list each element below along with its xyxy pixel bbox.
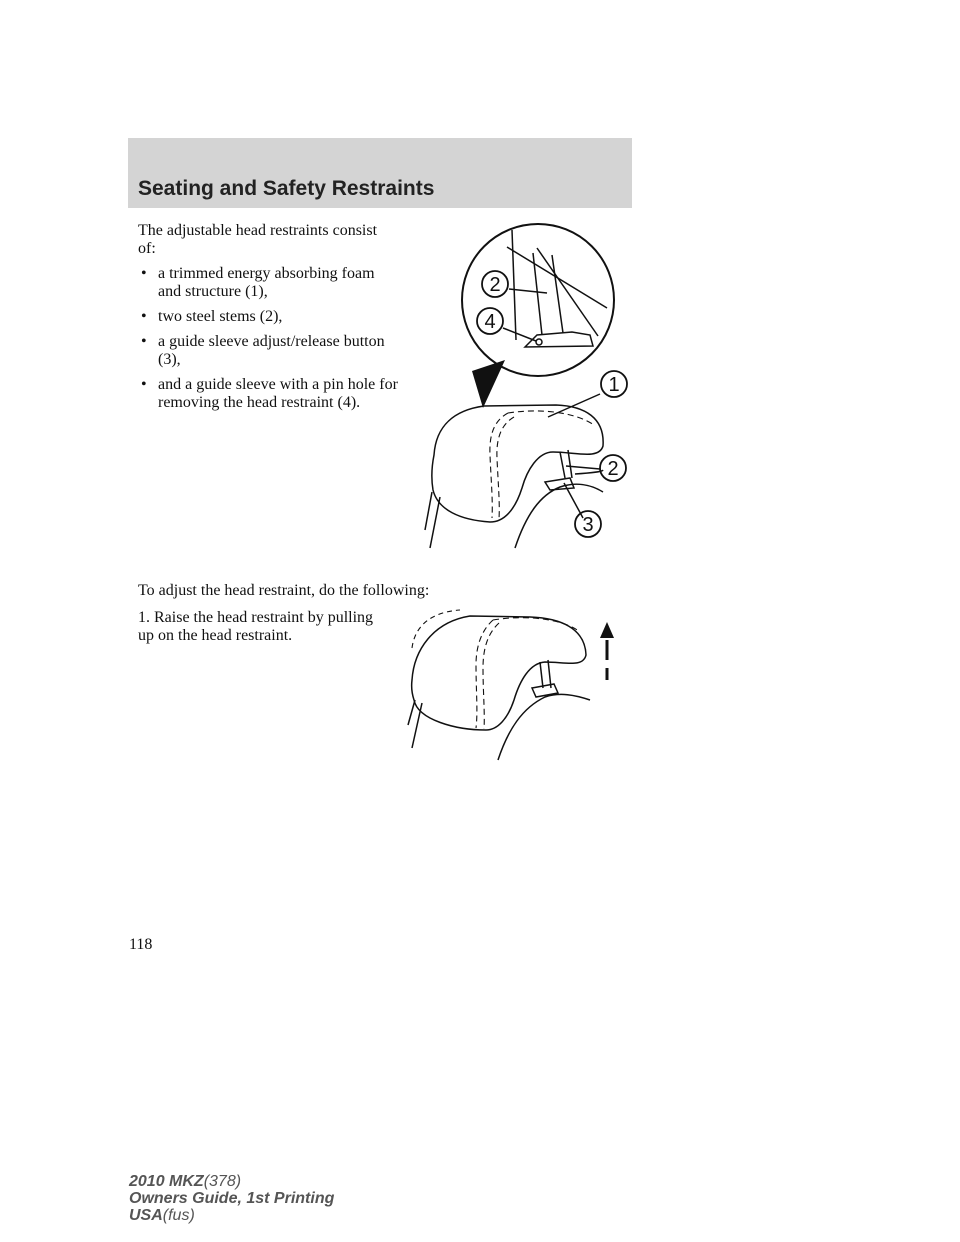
print-footer [129,1173,334,1224]
bullet-icon: • [141,308,147,325]
callout-number: 4 [484,311,496,333]
footer-model-code: (378) [203,1173,242,1190]
footer-line [129,1190,334,1207]
callout-number: 2 [489,274,501,296]
section-title: Seating and Safety Restraints [138,177,435,200]
adjust-instructions-heading: To adjust the head restraint, do the following: [138,582,430,599]
list-item-text: and a guide sleeve with a pin hole for removing the head restraint (4). [158,376,398,411]
step-1-text: 1. Raise the head restraint by pulling up on the head restraint. [138,609,374,644]
bullet-icon: • [141,376,147,393]
list-item-text: two steel stems (2), [158,308,283,325]
bullet-icon: • [141,333,147,350]
footer-line [129,1207,334,1224]
bullet-icon: • [141,265,147,282]
footer-region-code: (fus) [162,1207,195,1224]
footer-guide: Owners Guide, 1st Printing [129,1190,335,1207]
list-item [138,265,398,301]
list-item-text: a guide sleeve adjust/release button (3), [158,333,385,368]
footer-model: 2010 MKZ [129,1173,204,1190]
up-arrow-icon [600,622,614,638]
list-item [138,308,398,326]
intro-paragraph: The adjustable head restraints consist of: [138,222,378,257]
footer-region: USA [129,1207,163,1224]
callout-number: 2 [607,458,619,480]
detail-magnifier-circle [462,224,614,376]
list-item [138,376,398,412]
component-list [138,265,398,419]
footer-line [129,1173,334,1190]
page-number: 118 [129,936,153,953]
callout-number: 3 [582,514,594,536]
magnifier-pointer [472,360,505,408]
list-item-text: a trimmed energy absorbing foam and structure (1), [158,265,375,300]
list-item [138,333,398,369]
callout-number: 1 [608,374,620,396]
